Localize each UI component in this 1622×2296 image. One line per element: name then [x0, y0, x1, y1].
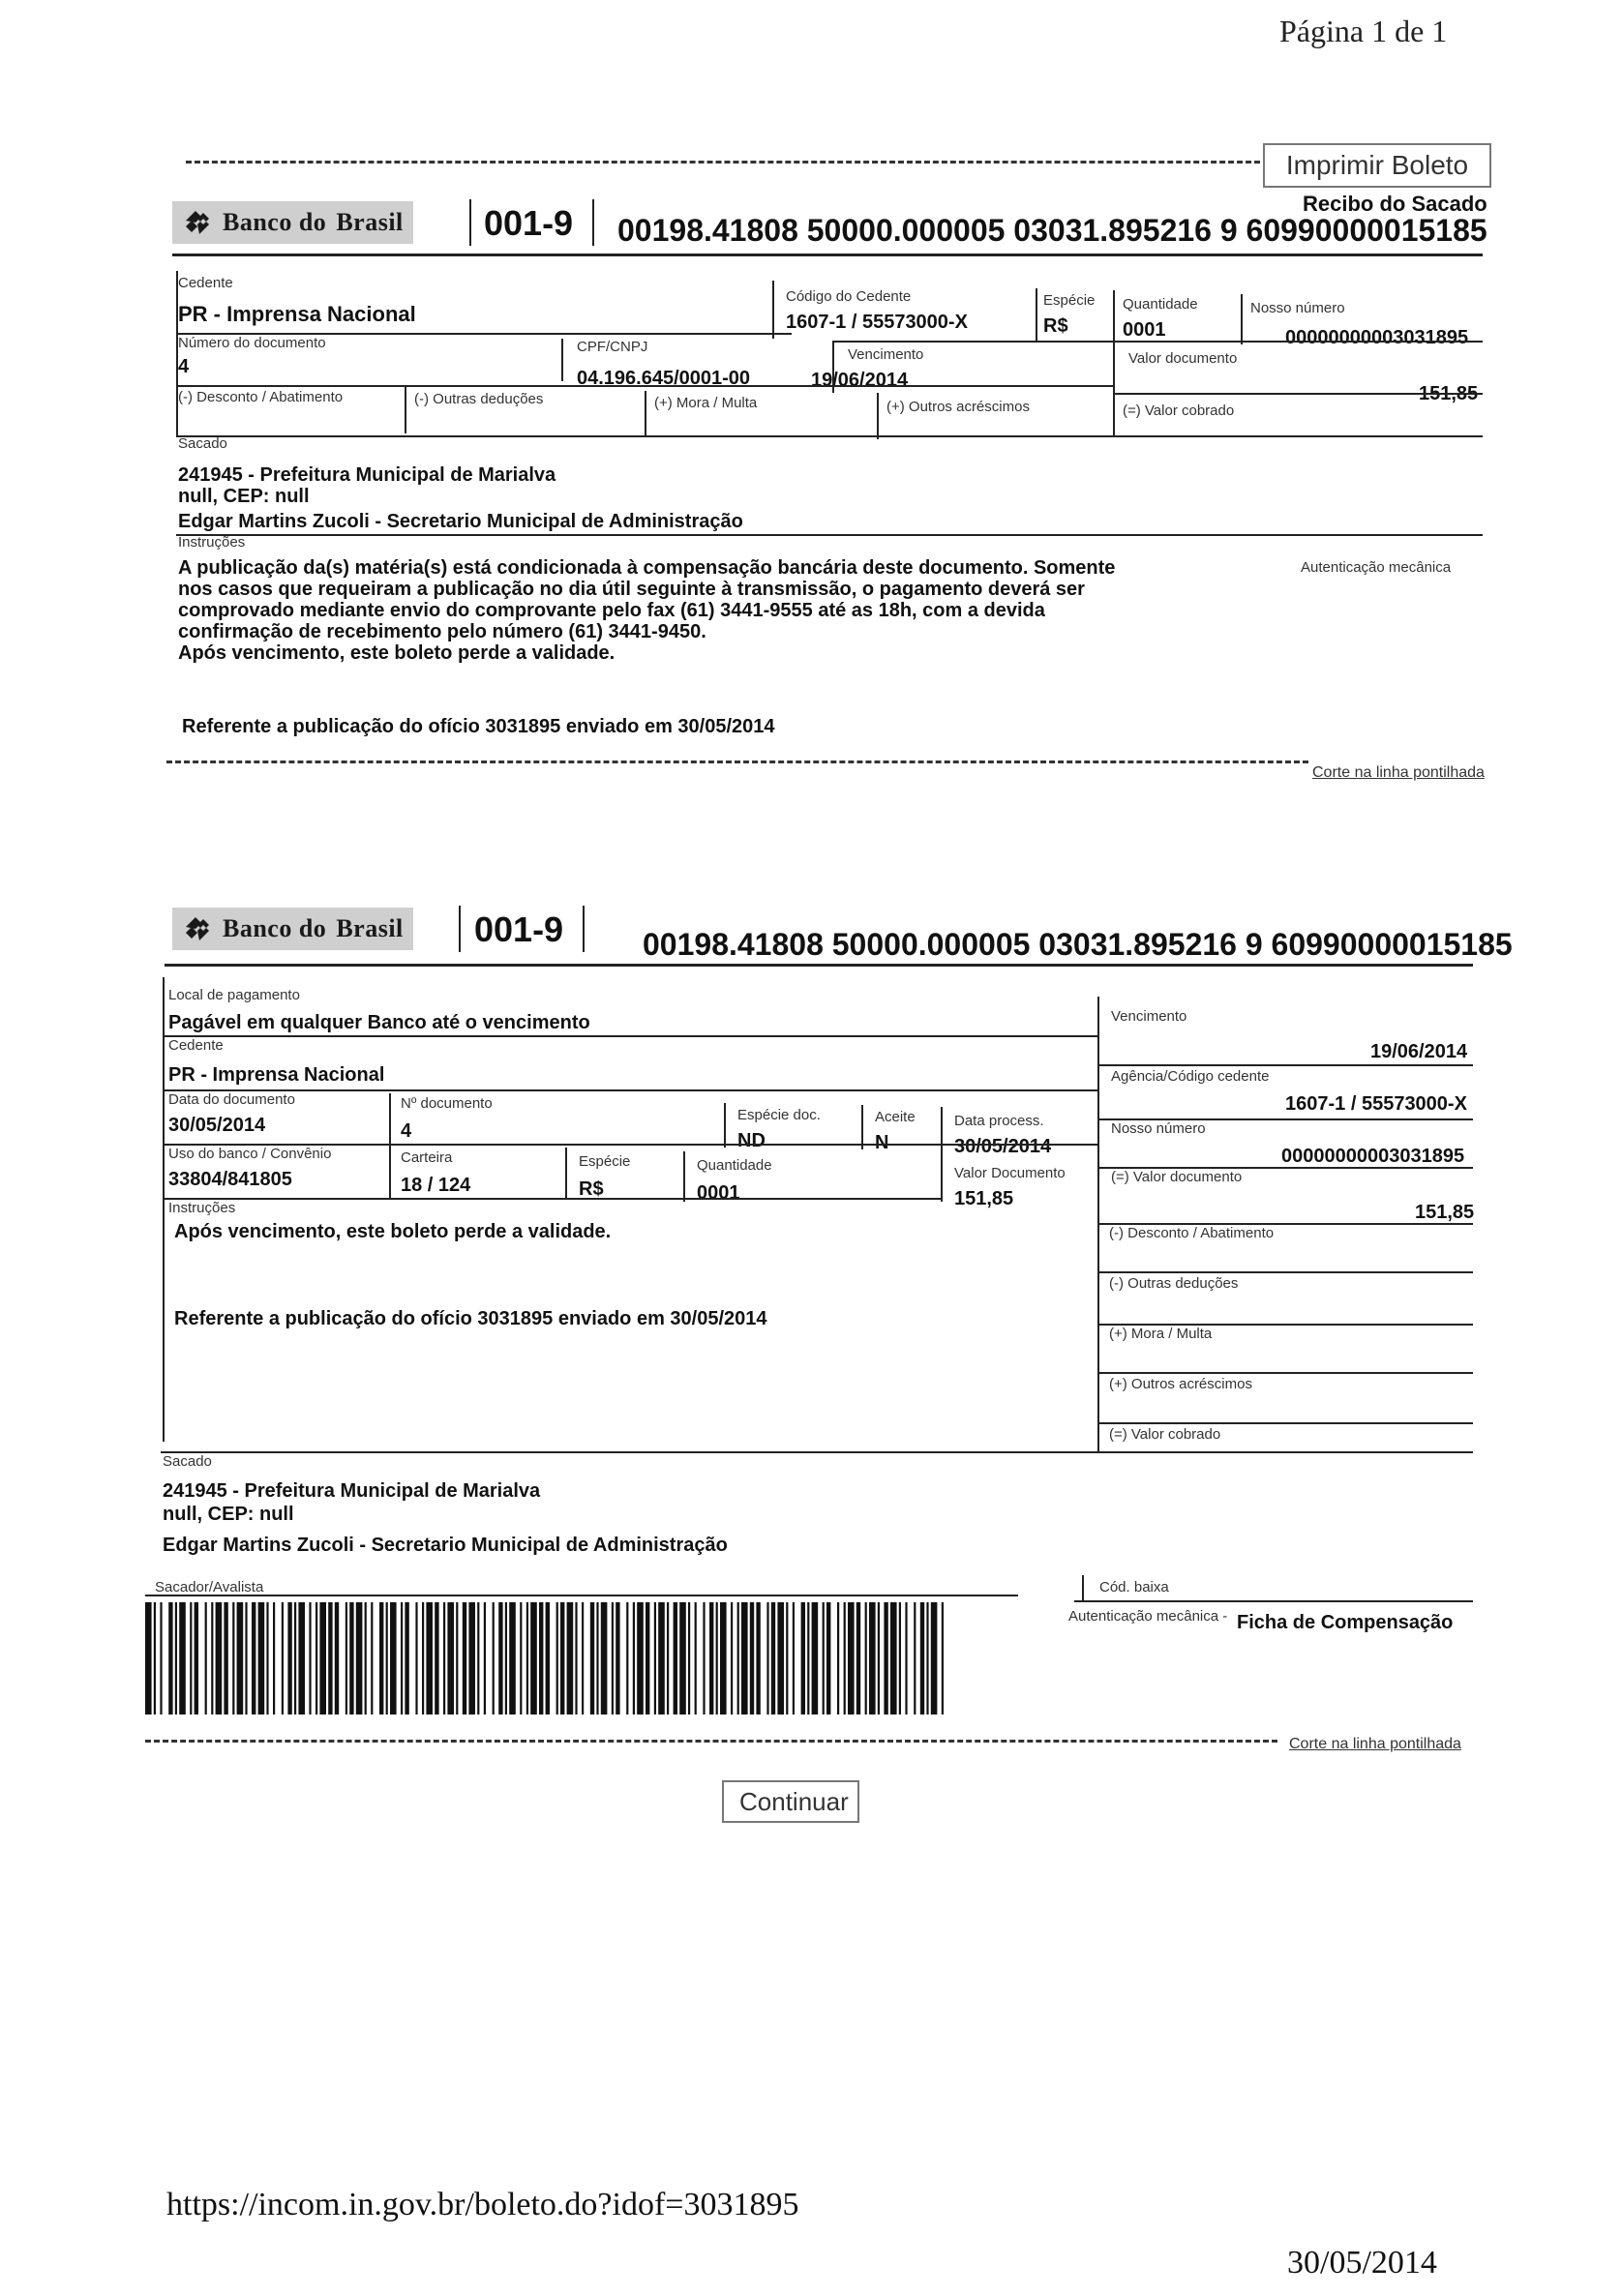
- slip-especie-label: Espécie: [579, 1153, 631, 1170]
- receipt-mora-multa-label: (+) Mora / Multa: [654, 395, 758, 411]
- slip-nosso-numero-label: Nosso número: [1111, 1120, 1206, 1137]
- slip-uso-banco-label: Uso do banco / Convênio: [168, 1146, 332, 1162]
- slip-valor-documento-right-value: 151,85: [1415, 1202, 1475, 1223]
- slip-corte-label: Corte na linha pontilhada: [1289, 1736, 1461, 1752]
- receipt-instr-line2: nos casos que requeiram a publicação no dia útil seguinte à transmissão, o pagamento deverá ser: [178, 579, 1085, 600]
- slip-especie-doc-value: ND: [737, 1130, 766, 1151]
- continue-button[interactable]: Continuar: [722, 1780, 859, 1823]
- receipt-corte-label: Corte na linha pontilhada: [1312, 764, 1485, 781]
- receipt-nosso-numero-value: 00000000003031895: [1285, 327, 1469, 348]
- slip-carteira-label: Carteira: [401, 1149, 453, 1166]
- slip-quantidade-value: 0001: [697, 1182, 740, 1204]
- slip-sacado-line1: 241945 - Prefeitura Municipal de Marialva: [163, 1480, 541, 1502]
- slip-data-documento-label: Data do documento: [168, 1091, 295, 1108]
- slip-vencimento-label: Vencimento: [1111, 1008, 1187, 1025]
- slip-bank-code: 001-9: [474, 909, 564, 949]
- receipt-numero-documento-label: Número do documento: [178, 335, 326, 351]
- page-url: https://incom.in.gov.br/boleto.do?idof=3031895: [166, 2187, 799, 2222]
- receipt-cut-line: [166, 760, 1308, 763]
- receipt-autenticacao-label: Autenticação mecânica: [1301, 559, 1452, 576]
- slip-bank-logo-icon: [182, 913, 213, 944]
- slip-vencimento-value: 19/06/2014: [1370, 1041, 1468, 1062]
- slip-carteira-value: 18 / 124: [401, 1175, 471, 1196]
- bank-logo-icon: [182, 207, 213, 238]
- receipt-sacado-line2: null, CEP: null: [178, 486, 310, 507]
- receipt-valor-cobrado-label: (=) Valor cobrado: [1123, 403, 1235, 419]
- slip-data-process-label: Data process.: [954, 1113, 1044, 1129]
- slip-data-process-value: 30/05/2014: [954, 1136, 1052, 1157]
- slip-bank-name-part2: Brasil: [336, 914, 404, 942]
- receipt-outros-acrescimos-label: (+) Outros acréscimos: [886, 399, 1030, 415]
- bank-name-part2: Brasil: [336, 208, 404, 236]
- slip-agencia-label: Agência/Código cedente: [1111, 1068, 1270, 1085]
- receipt-referente: Referente a publicação do ofício 3031895 enviado em 30/05/2014: [182, 716, 775, 737]
- receipt-cedente-label: Cedente: [178, 275, 233, 291]
- slip-instr-line1: Após vencimento, este boleto perde a validade.: [174, 1221, 612, 1242]
- receipt-nosso-numero-label: Nosso número: [1250, 300, 1345, 316]
- receipt-especie-value: R$: [1043, 315, 1068, 337]
- page-date: 30/05/2014: [1287, 2245, 1437, 2281]
- receipt-outras-deducoes-label: (-) Outras deduções: [414, 391, 544, 407]
- slip-local-pagamento-value: Pagável em qualquer Banco até o vencimento: [168, 1012, 590, 1033]
- receipt-cpf-cnpj-value: 04.196.645/0001-00: [577, 368, 751, 389]
- slip-desconto-label: (-) Desconto / Abatimento: [1109, 1225, 1275, 1241]
- print-button[interactable]: Imprimir Boleto: [1263, 143, 1491, 188]
- slip-cod-baixa-label: Cód. baixa: [1099, 1579, 1169, 1595]
- slip-ficha-label: Ficha de Compensação: [1237, 1612, 1454, 1633]
- digitable-line: 00198.41808 50000.000005 03031.895216 9 60990000015185: [617, 213, 1487, 248]
- slip-especie-value: R$: [579, 1178, 604, 1200]
- top-cut-line: [186, 161, 1260, 164]
- slip-nosso-numero-value: 00000000003031895: [1281, 1146, 1465, 1167]
- receipt-valor-documento-value: 151,85: [1419, 383, 1479, 404]
- slip-num-documento-label: Nº documento: [401, 1095, 493, 1112]
- receipt-quantidade-label: Quantidade: [1123, 296, 1198, 313]
- receipt-desconto-label: (-) Desconto / Abatimento: [178, 389, 344, 405]
- receipt-numero-documento-value: 4: [178, 356, 190, 377]
- receipt-codigo-cedente-label: Código do Cedente: [786, 288, 912, 305]
- receipt-header: Recibo do Sacado: [1303, 192, 1487, 216]
- slip-outras-deducoes-label: (-) Outras deduções: [1109, 1275, 1239, 1292]
- slip-instrucoes-label: Instruções: [168, 1200, 236, 1216]
- bank-name-part1: Banco do: [223, 208, 327, 236]
- receipt-cpf-cnpj-label: CPF/CNPJ: [577, 339, 648, 355]
- slip-valor-documento-value: 151,85: [954, 1188, 1014, 1209]
- slip-sacado-label: Sacado: [163, 1453, 212, 1470]
- slip-cedente-value: PR - Imprensa Nacional: [168, 1064, 385, 1086]
- slip-quantidade-label: Quantidade: [697, 1157, 772, 1174]
- receipt-instr-line4: confirmação de recebimento pelo número (61) 3441-9450.: [178, 621, 706, 642]
- receipt-sacado-line3: Edgar Martins Zucoli - Secretario Municipal de Administração: [178, 511, 743, 532]
- slip-referente: Referente a publicação do ofício 3031895 enviado em 30/05/2014: [174, 1308, 767, 1329]
- slip-valor-documento-label: Valor Documento: [954, 1165, 1066, 1181]
- slip-especie-doc-label: Espécie doc.: [737, 1107, 821, 1123]
- slip-uso-banco-value: 33804/841805: [168, 1169, 292, 1190]
- slip-num-documento-value: 4: [401, 1120, 412, 1142]
- bank-logo: [172, 201, 413, 244]
- slip-aceite-label: Aceite: [875, 1109, 916, 1125]
- slip-digitable-line: 00198.41808 50000.000005 03031.895216 9 60990000015185: [643, 927, 1513, 962]
- slip-cedente-label: Cedente: [168, 1037, 224, 1054]
- slip-valor-cobrado-label: (=) Valor cobrado: [1109, 1426, 1221, 1443]
- slip-sacado-line3: Edgar Martins Zucoli - Secretario Municipal de Administração: [163, 1535, 728, 1556]
- receipt-valor-documento-label: Valor documento: [1128, 350, 1238, 367]
- slip-outros-acrescimos-label: (+) Outros acréscimos: [1109, 1376, 1252, 1392]
- receipt-vencimento-label: Vencimento: [848, 346, 924, 363]
- receipt-instrucoes-label: Instruções: [178, 534, 246, 551]
- slip-sacador-avalista-label: Sacador/Avalista: [155, 1579, 264, 1595]
- receipt-quantidade-value: 0001: [1123, 319, 1166, 341]
- bank-code: 001-9: [484, 203, 574, 243]
- barcode: [145, 1602, 948, 1715]
- slip-cut-line: [145, 1740, 1277, 1743]
- slip-bank-logo: [172, 908, 413, 950]
- slip-bank-name-part1: Banco do: [223, 914, 327, 942]
- receipt-sacado-label: Sacado: [178, 435, 227, 452]
- receipt-vencimento-value: 19/06/2014: [811, 370, 909, 391]
- slip-local-pagamento-label: Local de pagamento: [168, 987, 300, 1003]
- slip-aceite-value: N: [875, 1132, 889, 1153]
- receipt-cedente-value: PR - Imprensa Nacional: [178, 302, 416, 326]
- receipt-instr-line3: comprovado mediante envio do comprovante pelo fax (61) 3441-9555 até as 18h, com a devida: [178, 600, 1045, 621]
- slip-sacado-line2: null, CEP: null: [163, 1504, 294, 1525]
- receipt-codigo-cedente-value: 1607-1 / 55573000-X: [786, 312, 968, 333]
- receipt-instr-line1: A publicação da(s) matéria(s) está condicionada à compensação bancária deste documento. Somente: [178, 557, 1116, 579]
- slip-valor-documento-right-label: (=) Valor documento: [1111, 1169, 1243, 1185]
- slip-data-documento-value: 30/05/2014: [168, 1115, 266, 1136]
- slip-autenticacao-label: Autenticação mecânica -: [1068, 1608, 1228, 1625]
- receipt-sacado-line1: 241945 - Prefeitura Municipal de Marialva: [178, 464, 556, 486]
- slip-mora-multa-label: (+) Mora / Multa: [1109, 1326, 1213, 1342]
- receipt-instr-line5: Após vencimento, este boleto perde a validade.: [178, 642, 616, 664]
- receipt-especie-label: Espécie: [1043, 292, 1096, 309]
- slip-agencia-value: 1607-1 / 55573000-X: [1285, 1093, 1467, 1115]
- page-indicator: Página 1 de 1: [1279, 14, 1448, 48]
- receipt-instructions: [178, 557, 1115, 664]
